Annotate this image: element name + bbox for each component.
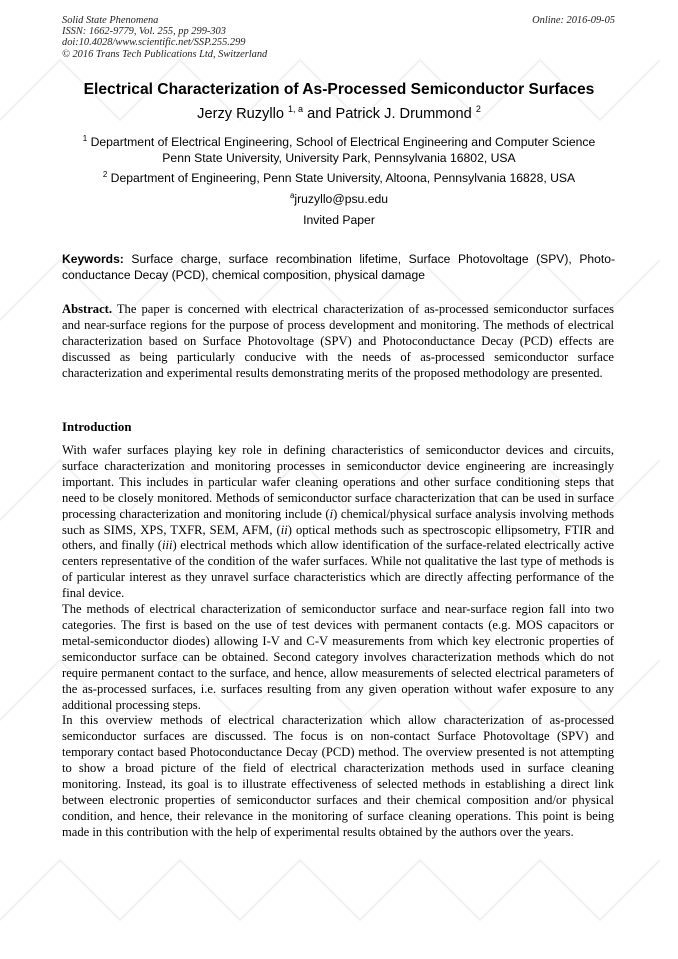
affiliation-2-text: Department of Engineering, Penn State University, Altoona, Pennsylvania 16828, USA — [110, 171, 576, 185]
abstract-text: The paper is concerned with electrical characterization of as-processed semiconductor surfaces and near-surface regions for the purpose of process development and monitoring. The methods of electrical characterization based on Surface Photovoltage (SPV) and Photoconductance Decay (PCD) effects are discussed as being particularly conducive with the needs of as-processed semiconductor surface characterization and experimental results demonstrating merits of the proposed methodology are presented. — [62, 302, 614, 380]
affiliation-1-line-2: Penn State University, University Park, Pennsylvania 16802, USA — [162, 150, 516, 165]
keywords-text: Surface charge, surface recombination lifetime, Surface Photovoltage (SPV), Photo-conductance Decay (PCD), chemical composition, physical damage — [62, 252, 615, 283]
author-1-affiliation-mark: 1, a — [288, 104, 304, 114]
journal-name: Solid State Phenomena — [62, 15, 159, 26]
journal-copyright: © 2016 Trans Tech Publications Ltd, Switzerland — [62, 48, 268, 60]
keywords — [62, 251, 615, 283]
author-1: Jerzy Ruzyllo — [197, 106, 284, 122]
online-date: Online: 2016-09-05 — [532, 15, 615, 26]
affiliation-1 — [0, 135, 678, 166]
affiliation-1-mark: 1 — [82, 134, 88, 143]
paper-title: Electrical Characterization of As-Processed Semiconductor Surfaces — [83, 81, 595, 98]
author-2: Patrick J. Drummond — [335, 106, 472, 122]
abstract — [62, 302, 614, 382]
journal-issn: ISSN: 1662-9779, Vol. 255, pp 299-303 — [62, 26, 226, 38]
author-conjunction: and — [303, 106, 336, 122]
author-email[interactable] — [0, 192, 678, 208]
affiliation-2-mark: 2 — [102, 170, 108, 179]
affiliation-1-line-1: Department of Electrical Engineering, School of Electrical Engineering and Computer Science — [90, 135, 596, 149]
author-line — [0, 105, 678, 124]
introduction-body — [62, 443, 614, 841]
journal-doi: doi:10.4028/www.scientific.net/SSP.255.299 — [62, 37, 246, 49]
author-2-affiliation-mark: 2 — [475, 104, 481, 114]
keywords-label: Keywords: — [62, 252, 124, 266]
intro-paragraph-1: With wafer surfaces playing key role in defining characteristics of semiconductor devices and circuits, surface characterization and monitoring processes in semiconductor device engineering are increasingly important. This includes in particular wafer cleaning operations and other surface conditioning steps that need to be closely monitored. Methods of semiconductor surface characterization that can be used in surface processing characterization and monitoring include (i) chemical/physical surface analysis involving methods such as SIMS, XPS, TXFR, SEM, AFM, (ii) optical methods such as spectroscopic ellipsometry, FTIR and others, and finally (iii) electrical methods which allow identification of the surface-related electrically active centers representative of the condition of the wafer surfaces. While not qualitative the last type of methods is of particular interest as they unravel surface characteristics which are directly affecting performance of the final device. — [62, 443, 615, 601]
affiliation-2 — [0, 171, 678, 187]
email-address[interactable]: jruzyllo@psu.edu — [294, 192, 389, 206]
abstract-label: Abstract. — [62, 302, 113, 316]
paper-type: Invited Paper — [303, 213, 375, 227]
section-heading-introduction: Introduction — [62, 420, 132, 434]
intro-paragraph-3: In this overview methods of electrical characterization which allow characterization of as-processed semiconductor surfaces are discussed. The focus is on non-contact Surface Photovoltage (SPV) and temporary contact based Photoconductance Decay (PCD) method. The overview presented is not attempting to show a broad picture of the field of electrical characterization methods used in surface cleaning monitoring. Instead, its goal is to illustrate effectiveness of selected methods in establishing a direct link between electronic properties of semiconductor surfaces and their chemical composition and/or physical condition, and hence, their relevance in the monitoring of surface cleaning operations. This point is being made in this contribution with the help of experimental results obtained by the authors over the years. — [62, 713, 614, 839]
email-mark: a — [289, 191, 295, 200]
journal-header — [62, 15, 267, 60]
intro-paragraph-2: The methods of electrical characterization of semiconductor surface and near-surface region fall into two categories. The first is based on the use of test devices with permanent contacts (e.g. MOS capacitors or metal-semiconductor diodes) allowing I-V and C-V measurements from which key electronic properties of semiconductor surface can be obtained. Second category involves characterization methods which do not require permanent contact to the surface, and hence, allow measurements of selected electrical parameters of the as-processed surfaces, i.e. surfaces resulting from any given operation without wafer exposure to any additional processing steps. — [62, 602, 614, 712]
